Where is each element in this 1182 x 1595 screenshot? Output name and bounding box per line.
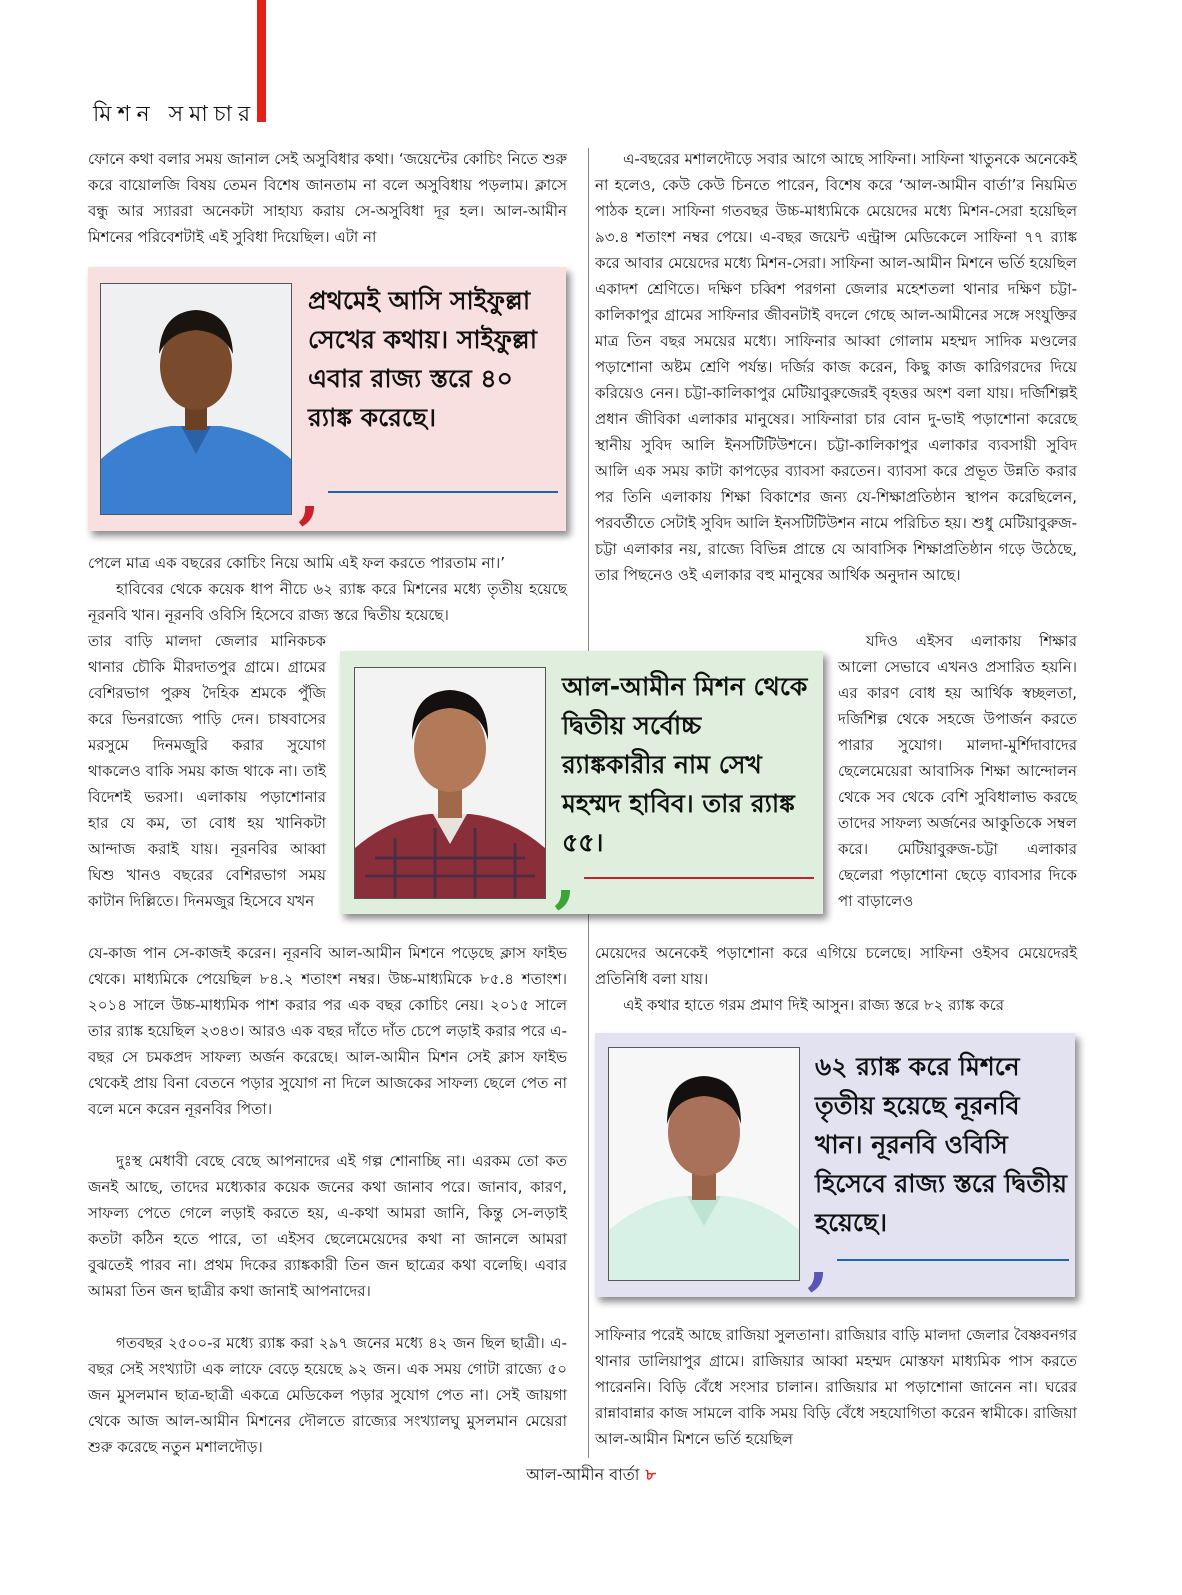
quote-rule	[328, 491, 558, 493]
quote-mark-icon: ,	[298, 457, 321, 532]
student-portrait-icon	[355, 668, 545, 898]
pull-quote-text: আল-আমীন মিশন থেকে দ্বিতীয় সর্বোচ্চ র‍্যাঙ্ককারীর নাম সেখ মহম্মদ হাবিব। তার র‍্যাঙ্ক ৫৫।	[562, 672, 808, 857]
student-portrait-icon	[101, 284, 291, 514]
magazine-name: আল-আমীন বার্তা	[526, 1465, 640, 1484]
quote-rule	[584, 877, 814, 879]
student-photo-nuranabi	[608, 1047, 800, 1281]
student-photo-saifulla	[100, 283, 292, 515]
section-title: মিশন সমাচার	[93, 102, 257, 127]
article-paragraph: সাফিনার পরেই আছে রাজিয়া সুলতানা। রাজিয়ার বাড়ি মালদা জেলার বৈষ্ণবনগর থানার ডালিয়াপুর গ্রামে। রাজিয়ার আব্বা মহম্মদ মোস্তফা মাধ্যমিক পাস করতে পারেননি। বিড়ি বেঁধে সংসার চালান। রাজিয়ার মা পড়াশোনা জানেন না। ঘরের রান্নাবান্নার কাজ সামলে বাকি সময় বিড়ি বেঁধে সহযোগিতা করেন স্বামীকে। রাজিয়া আল-আমীন মিশনে ভর্তি হয়েছিল	[595, 1326, 1077, 1448]
article-paragraph: এই কথার হাতে গরম প্রমাণ দিই আসুন। রাজ্য স্তরে ৮২ র‍্যাঙ্ক করে	[623, 996, 1005, 1014]
article-paragraph: এ-বছরের মশালদৌড়ে সবার আগে আছে সাফিনা। সাফিনা খাতুনকে অনেকেই না হলেও, কেউ কেউ চিনতে পারেন, বিশেষ করে ‘আল-আমীন বার্তা’র নিয়মিত পাঠক হলে। সাফিনা গতবছর উচ্চ-মাধ্যমিকে মেয়েদের মধ্যে মিশন-সেরা হয়েছিল ৯৩.৪ শতাংশ নম্বর পেয়ে। এ-বছর জয়েন্ট এন্ট্রান্স মেডিকেলে সাফিনা ৭৭ র‍্যাঙ্ক করে আবার মেয়েদের মধ্যে মিশন-সেরা। সাফিনা আল-আমীন মিশনে ভর্তি হয়েছিল একাদশ শ্রেণিতে। দক্ষিণ চব্বিশ পরগনা জেলার মহেশতলা থানার দক্ষিণ চট্টা-কালিকাপুর গ্রামের সাফিনার জীবনটাই বদলে গেছে আল-আমীনের সঙ্গে সংযুক্তির মাত্র তিন বছর সময়ের মধ্যে। সাফিনার আব্বা গোলাম মহম্মদ সাদিক মণ্ডলের পড়াশোনা অষ্টম শ্রেণি পর্যন্ত। দর্জির কাজ করেন, কিছু কাজ কারিগরদের দিয়ে করিয়েও নেন। চট্টা-কালিকাপুর মেটিয়াবুরুজেরই বৃহত্তর অংশ বলা যায়। দর্জিশিল্পই প্রধান জীবিকা এলাকার মানুষের। সাফিনারা চার বোন দু-ভাই পড়াশোনা করেছে স্থানীয় সুবিদ আলি ইনসটিটিউশনে। চট্টা-কালিকাপুর এলাকার ব্যবসায়ী সুবিদ আলি এক সময় কাটা কাপড়ের ব্যাবসা করতেন। ব্যাবসা করে প্রভূত উন্নতি করার পর তিনি এলাকায় শিক্ষা বিকাশের জন্য যে-শিক্ষাপ্রতিষ্ঠান স্থাপন করেছিলেন, পরবর্তীতে সেটাই সুবিদ আলি ইনসটিটিউশন নামে পরিচিত হয়। শুধু মেটিয়াবুরুজ-চট্টা এলাকার নয়, রাজ্যে বিভিন্ন প্রান্তে যে আবাসিক শিক্ষাপ্রতিষ্ঠান গড়ে উঠেছে, তার পিছনেও ওই এলাকার বহু মানুষের আর্থিক অনুদান আছে।	[595, 150, 1077, 584]
article-paragraph: গতবছর ২৫০০-র মধ্যে র‍্যাঙ্ক করা ২৯৭ জনের মধ্যে ৪২ জন ছিল ছাত্রী। এ-বছর সেই সংখ্যাটা এক লাফে বেড়ে হয়েছে ৯২ জন। এক সময় গোটা রাজ্যে ৫০ জন মুসলমান ছাত্র-ছাত্রী একত্রে মেডিকেল পড়ার সুযোগ পেত না। সেই জায়গা থেকে আজ আল-আমীন মিশনের দৌলতে রাজ্যের সংখ্যালঘু মুসলমান মেয়েরা শুরু করেছে নতুন মশালদৌড়।	[88, 1334, 567, 1456]
article-paragraph: তার বাড়ি মালদা জেলার মানিকচক থানার চৌকি মীরদাতপুর গ্রামে। গ্রামের বেশিরভাগ পুরুষ দৈহিক শ্রমকে পুঁজি করে ভিনরাজ্যে পাড়ি দেন। চাষবাসের মরসুমে দিনমজুরি করার সুযোগ থাকলেও বাকি সময় কাজ থাকে না। তাই বিদেশই ভরসা। এলাকায় পড়াশোনার হার যে কম, তা বোধ হয় খানিকটা আন্দাজ করাই যায়। নূরনবির আব্বা ঘিশু খানও বছরের বেশিরভাগ সময় কাটান দিল্লিতে। দিনমজুর হিসেবে যখন	[88, 632, 326, 910]
pull-quote-box-3	[595, 1033, 1075, 1297]
student-photo-habib	[354, 667, 546, 899]
pull-quote-box-2	[340, 651, 823, 914]
article-paragraph: দুঃস্থ মেধাবী বেছে বেছে আপনাদের এই গল্প শোনাচ্ছি না। এরকম তো কত জনই আছে, তাদের মধ্যেকার কয়েক জনের কথা জানাব পরে। জানাব, কারণ, সাফল্য পেতে গেলে লড়াই করতে হয়, এ-কথা আমরা জানি, কিন্তু সে-লড়াই কতটা কঠিন হতে পারে, তা এইসব ছেলেমেয়েদের কথা না জানলে আমরা বুঝতেই পারব না। প্রথম দিকের র‍্যাঙ্ককারী তিন জন ছাত্রের কথা বলেছি। এবার আমরা তিন জন ছাত্রীর কথা জানাই আপনাদের।	[88, 1152, 567, 1300]
article-paragraph: হাবিবের থেকে কয়েক ধাপ নীচে ৬২ র‍্যাঙ্ক করে মিশনের মধ্যে তৃতীয় হয়েছে নূরনবি খান। নূরনবি ওবিসি হিসেবে রাজ্য স্তরে দ্বিতীয় হয়েছে।	[88, 580, 567, 624]
pull-quote-text: ৬২ র‍্যাঙ্ক করে মিশনে তৃতীয় হয়েছে নূরনবি খান। নূরনবি ওবিসি হিসেবে রাজ্য স্তরে দ্বিতীয় হয়েছে।	[815, 1052, 1067, 1237]
page-number: ৮	[645, 1465, 656, 1484]
pull-quote-text: প্রথমেই আসি সাইফুল্লা সেখের কথায়। সাইফুল্লা এবার রাজ্য স্তরে ৪০ র‍্যাঙ্ক করেছে।	[308, 286, 537, 432]
quote-mark-icon: ,	[554, 841, 577, 916]
page-footer	[0, 1462, 1182, 1489]
article-paragraph: পেলে মাত্র এক বছরের কোচিং নিয়ে আমি এই ফল করতে পারতাম না।’	[88, 554, 506, 572]
header-accent-bar	[257, 0, 266, 122]
article-paragraph: যে-কাজ পান সে-কাজই করেন। নূরনবি আল-আমীন মিশনে পড়েছে ক্লাস ফাইভ থেকে। মাধ্যমিকে পেয়েছিল ৮৪.২ শতাংশ নম্বর। উচ্চ-মাধ্যমিকে ৮৫.৪ শতাংশ। ২০১৪ সালে উচ্চ-মাধ্যমিক পাশ করার পর এক বছর কোচিং নেয়। ২০১৫ সালে তার র‍্যাঙ্ক হয়েছিল ২৩৪৩। আরও এক বছর দাঁতে দাঁত চেপে লড়াই করার পরে এ-বছর সে চমকপ্রদ সাফল্য অর্জন করেছে। আল-আমীন মিশন সেই ক্লাস ফাইভ থেকেই প্রায় বিনা বেতনে পড়ার সুযোগ না দিলে আজকের সাফল্য ছেলে পেত না বলে মনে করেন নূরনবির পিতা।	[88, 944, 567, 1118]
article-paragraph: যদিও এইসব এলাকায় শিক্ষার আলো সেভাবে এখনও প্রসারিত হয়নি। এর কারণ বোধ হয় আর্থিক স্বচ্ছলতা, দর্জিশিল্প থেকে সহজে উপার্জন করতে পারার সুযোগ। মালদা-মুর্শিদাবাদের ছেলেমেয়েরা আবাসিক শিক্ষা আন্দোলন থেকে সব থেকে বেশি সুবিধালাভ করছে তাদের সাফল্য অর্জনের আকুতিকে সম্বল করে। মেটিয়াবুরুজ-চট্টা এলাকার ছেলেরা পড়াশোনা ছেড়ে ব্যাবসার দিকে পা বাড়ালেও	[838, 632, 1077, 910]
article-paragraph: ফোনে কথা বলার সময় জানাল সেই অসুবিধার কথা। ‘জয়েন্টের কোচিং নিতে শুরু করে বায়োলজি বিষয় তেমন বিশেষ জানতাম না বলে অসুবিধায় পড়লাম। ক্লাসে বন্ধু আর স্যাররা অনেকটা সাহায্য করায় সে-অসুবিধা দূর হল। আল-আমীন মিশনের পরিবেশটাই এই সুবিধা দিয়েছিল। এটা না	[88, 150, 567, 246]
quote-rule	[837, 1259, 1069, 1261]
quote-mark-icon: ,	[807, 1223, 830, 1298]
article-paragraph: মেয়েদের অনেকেই পড়াশোনা করে এগিয়ে চলেছে। সাফিনা ওইসব মেয়েদেরই প্রতিনিধি বলা যায়।	[595, 944, 1077, 988]
student-portrait-icon	[609, 1048, 799, 1280]
pull-quote-box-1	[88, 267, 566, 531]
